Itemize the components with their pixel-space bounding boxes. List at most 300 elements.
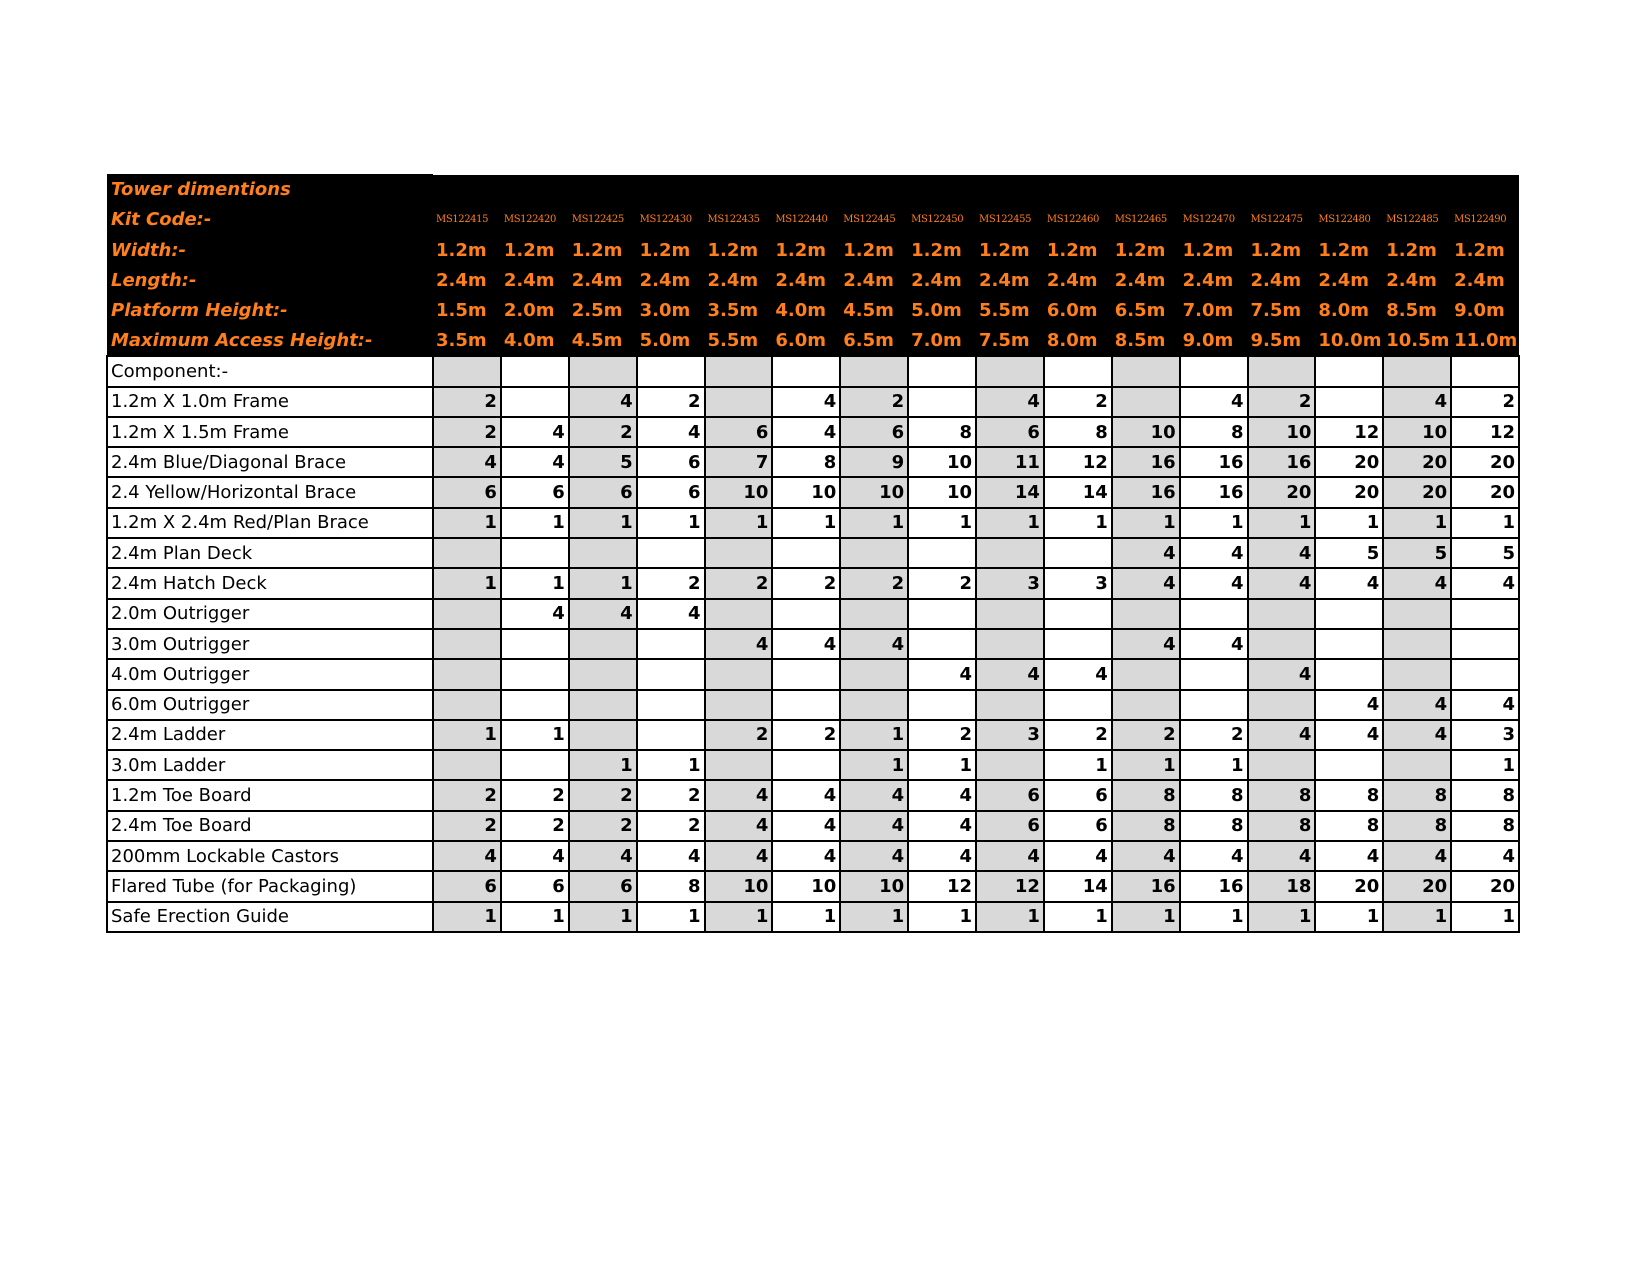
kit-code-value: MS122455 xyxy=(976,205,1044,235)
quantity-cell: 1 xyxy=(840,750,908,780)
quantity-cell xyxy=(976,599,1044,629)
quantity-cell: 4 xyxy=(1112,841,1180,871)
quantity-cell: 4 xyxy=(1383,841,1451,871)
table-row xyxy=(107,417,1519,447)
width-value: 1.2m xyxy=(1248,235,1316,265)
tower-dimensions-blank-cell xyxy=(840,175,908,205)
quantity-cell: 1 xyxy=(1383,508,1451,538)
kit-code-value: MS122425 xyxy=(569,205,637,235)
quantity-cell xyxy=(1383,750,1451,780)
quantity-cell: 1 xyxy=(1112,750,1180,780)
kit-code-value: MS122435 xyxy=(705,205,773,235)
table-row xyxy=(107,629,1519,659)
length-value: 2.4m xyxy=(1383,265,1451,295)
kit-code-value: MS122480 xyxy=(1315,205,1383,235)
max-access-height-value: 6.5m xyxy=(840,326,908,356)
quantity-cell: 4 xyxy=(501,599,569,629)
tower-dimensions-blank-cell xyxy=(569,175,637,205)
empty-cell xyxy=(1112,356,1180,386)
component-header-row xyxy=(107,356,1519,386)
table-row xyxy=(107,871,1519,901)
quantity-cell: 2 xyxy=(1112,720,1180,750)
tower-dimensions-blank-cell xyxy=(976,175,1044,205)
quantity-cell: 5 xyxy=(569,447,637,477)
quantity-cell: 2 xyxy=(637,811,705,841)
empty-cell xyxy=(840,356,908,386)
platform-height-value: 4.0m xyxy=(772,296,840,326)
quantity-cell: 4 xyxy=(1044,659,1112,689)
quantity-cell xyxy=(976,629,1044,659)
quantity-cell xyxy=(433,690,501,720)
quantity-cell: 4 xyxy=(569,599,637,629)
component-name: 2.4m Plan Deck xyxy=(107,538,433,568)
quantity-cell: 4 xyxy=(1180,841,1248,871)
quantity-cell: 12 xyxy=(1315,417,1383,447)
quantity-cell: 10 xyxy=(840,477,908,507)
quantity-cell: 20 xyxy=(1451,871,1519,901)
quantity-cell xyxy=(908,629,976,659)
quantity-cell: 8 xyxy=(1180,417,1248,447)
length-label: Length:- xyxy=(107,265,433,295)
quantity-cell: 2 xyxy=(1451,387,1519,417)
quantity-cell xyxy=(637,538,705,568)
quantity-cell xyxy=(1112,599,1180,629)
empty-cell xyxy=(1248,356,1316,386)
table-row xyxy=(107,811,1519,841)
quantity-cell: 14 xyxy=(1044,477,1112,507)
quantity-cell: 2 xyxy=(637,568,705,598)
max-access-height-value: 5.0m xyxy=(637,326,705,356)
tower-dimensions-blank-cell xyxy=(1248,175,1316,205)
quantity-cell: 6 xyxy=(501,871,569,901)
quantity-cell: 1 xyxy=(1180,750,1248,780)
width-value: 1.2m xyxy=(1180,235,1248,265)
quantity-cell: 1 xyxy=(1112,508,1180,538)
quantity-cell: 2 xyxy=(637,780,705,810)
table-row xyxy=(107,750,1519,780)
quantity-cell xyxy=(1044,690,1112,720)
quantity-cell: 4 xyxy=(1112,629,1180,659)
quantity-cell: 1 xyxy=(1180,902,1248,932)
quantity-cell: 6 xyxy=(1044,780,1112,810)
quantity-cell xyxy=(569,629,637,659)
quantity-cell: 4 xyxy=(705,841,773,871)
quantity-cell: 1 xyxy=(433,902,501,932)
quantity-cell: 1 xyxy=(1451,902,1519,932)
quantity-cell: 2 xyxy=(908,568,976,598)
kit-code-value: MS122465 xyxy=(1112,205,1180,235)
quantity-cell: 1 xyxy=(840,720,908,750)
max-access-height-value: 8.5m xyxy=(1112,326,1180,356)
quantity-cell: 6 xyxy=(569,477,637,507)
tower-dimensions-blank-cell xyxy=(1044,175,1112,205)
quantity-cell: 1 xyxy=(433,568,501,598)
kit-code-value: MS122445 xyxy=(840,205,908,235)
max-access-height-label: Maximum Access Height:- xyxy=(107,326,433,356)
quantity-cell: 10 xyxy=(1248,417,1316,447)
quantity-cell: 4 xyxy=(1248,841,1316,871)
quantity-cell: 6 xyxy=(433,477,501,507)
component-name: 6.0m Outrigger xyxy=(107,690,433,720)
quantity-cell: 4 xyxy=(976,659,1044,689)
width-value: 1.2m xyxy=(637,235,705,265)
quantity-cell xyxy=(1044,599,1112,629)
quantity-cell: 16 xyxy=(1248,447,1316,477)
quantity-cell: 6 xyxy=(840,417,908,447)
component-name: 2.4 Yellow/Horizontal Brace xyxy=(107,477,433,507)
empty-cell xyxy=(501,356,569,386)
length-value: 2.4m xyxy=(433,265,501,295)
quantity-cell xyxy=(501,659,569,689)
width-label: Width:- xyxy=(107,235,433,265)
quantity-cell: 4 xyxy=(1315,720,1383,750)
table-row xyxy=(107,599,1519,629)
quantity-cell: 2 xyxy=(433,811,501,841)
empty-cell xyxy=(637,356,705,386)
quantity-cell xyxy=(908,690,976,720)
quantity-cell: 1 xyxy=(1451,508,1519,538)
quantity-cell xyxy=(772,750,840,780)
quantity-cell: 4 xyxy=(1383,690,1451,720)
quantity-cell: 8 xyxy=(1451,780,1519,810)
quantity-cell: 2 xyxy=(1248,387,1316,417)
kit-code-label: Kit Code:- xyxy=(107,205,433,235)
quantity-cell: 5 xyxy=(1451,538,1519,568)
component-name: 4.0m Outrigger xyxy=(107,659,433,689)
quantity-cell: 1 xyxy=(705,508,773,538)
quantity-cell: 20 xyxy=(1383,447,1451,477)
platform-height-row xyxy=(107,296,1519,326)
platform-height-value: 5.0m xyxy=(908,296,976,326)
quantity-cell: 4 xyxy=(772,417,840,447)
quantity-cell xyxy=(705,659,773,689)
tower-dimensions-blank-cell xyxy=(772,175,840,205)
empty-cell xyxy=(772,356,840,386)
quantity-cell xyxy=(1315,659,1383,689)
quantity-cell: 6 xyxy=(976,780,1044,810)
quantity-cell: 8 xyxy=(1383,780,1451,810)
quantity-cell: 4 xyxy=(1383,720,1451,750)
quantity-cell: 2 xyxy=(772,568,840,598)
header-top-gap xyxy=(432,166,1518,174)
quantity-cell xyxy=(1180,690,1248,720)
quantity-cell xyxy=(1112,690,1180,720)
quantity-cell xyxy=(840,538,908,568)
quantity-cell: 4 xyxy=(976,387,1044,417)
quantity-cell: 4 xyxy=(1248,720,1316,750)
max-access-height-value: 8.0m xyxy=(1044,326,1112,356)
quantity-cell: 2 xyxy=(433,780,501,810)
length-value: 2.4m xyxy=(1112,265,1180,295)
quantity-cell xyxy=(569,538,637,568)
max-access-height-value: 11.0m xyxy=(1451,326,1519,356)
platform-height-value: 3.0m xyxy=(637,296,705,326)
quantity-cell: 6 xyxy=(637,447,705,477)
quantity-cell: 10 xyxy=(840,871,908,901)
table-row xyxy=(107,538,1519,568)
quantity-cell: 4 xyxy=(1180,538,1248,568)
length-value: 2.4m xyxy=(1248,265,1316,295)
quantity-cell: 2 xyxy=(840,568,908,598)
quantity-cell: 2 xyxy=(569,811,637,841)
length-value: 2.4m xyxy=(908,265,976,295)
quantity-cell: 4 xyxy=(772,629,840,659)
quantity-cell: 4 xyxy=(433,447,501,477)
kit-code-value: MS122440 xyxy=(772,205,840,235)
table-row xyxy=(107,387,1519,417)
quantity-cell: 4 xyxy=(908,659,976,689)
length-value: 2.4m xyxy=(569,265,637,295)
quantity-cell: 20 xyxy=(1383,477,1451,507)
kit-code-value: MS122485 xyxy=(1383,205,1451,235)
width-value: 1.2m xyxy=(433,235,501,265)
platform-height-value: 8.5m xyxy=(1383,296,1451,326)
length-value: 2.4m xyxy=(705,265,773,295)
quantity-cell: 4 xyxy=(1180,387,1248,417)
quantity-cell: 4 xyxy=(908,780,976,810)
table-row xyxy=(107,780,1519,810)
quantity-cell: 4 xyxy=(1248,538,1316,568)
quantity-cell xyxy=(1451,599,1519,629)
quantity-cell: 4 xyxy=(908,811,976,841)
quantity-cell: 1 xyxy=(705,902,773,932)
quantity-cell: 3 xyxy=(1451,720,1519,750)
quantity-cell xyxy=(772,538,840,568)
quantity-cell: 2 xyxy=(1044,720,1112,750)
max-access-height-value: 3.5m xyxy=(433,326,501,356)
quantity-cell: 10 xyxy=(1383,417,1451,447)
empty-cell xyxy=(908,356,976,386)
tower-dimensions-blank-cell xyxy=(1383,175,1451,205)
quantity-cell: 8 xyxy=(1315,780,1383,810)
quantity-cell: 7 xyxy=(705,447,773,477)
kit-code-value: MS122490 xyxy=(1451,205,1519,235)
quantity-cell: 4 xyxy=(772,387,840,417)
quantity-cell: 11 xyxy=(976,447,1044,477)
empty-cell xyxy=(1451,356,1519,386)
max-access-height-value: 5.5m xyxy=(705,326,773,356)
quantity-cell: 1 xyxy=(1248,508,1316,538)
platform-height-value: 6.0m xyxy=(1044,296,1112,326)
table-row xyxy=(107,720,1519,750)
length-value: 2.4m xyxy=(976,265,1044,295)
quantity-cell: 20 xyxy=(1315,447,1383,477)
platform-height-value: 1.5m xyxy=(433,296,501,326)
quantity-cell: 6 xyxy=(433,871,501,901)
quantity-cell: 4 xyxy=(840,811,908,841)
empty-cell xyxy=(1315,356,1383,386)
quantity-cell xyxy=(1248,690,1316,720)
quantity-cell: 16 xyxy=(1112,447,1180,477)
quantity-cell: 8 xyxy=(1044,417,1112,447)
quantity-cell: 20 xyxy=(1451,477,1519,507)
quantity-cell xyxy=(772,599,840,629)
quantity-cell xyxy=(501,387,569,417)
quantity-cell: 16 xyxy=(1180,447,1248,477)
quantity-cell: 1 xyxy=(637,508,705,538)
quantity-cell: 2 xyxy=(908,720,976,750)
quantity-cell: 8 xyxy=(1248,811,1316,841)
quantity-cell: 4 xyxy=(637,841,705,871)
quantity-cell: 4 xyxy=(433,841,501,871)
length-value: 2.4m xyxy=(772,265,840,295)
empty-cell xyxy=(569,356,637,386)
quantity-cell: 4 xyxy=(1383,568,1451,598)
max-access-height-row xyxy=(107,326,1519,356)
quantity-cell: 1 xyxy=(908,750,976,780)
width-value: 1.2m xyxy=(569,235,637,265)
component-label: Component:- xyxy=(107,356,433,386)
quantity-cell: 1 xyxy=(501,508,569,538)
quantity-cell: 4 xyxy=(705,780,773,810)
quantity-cell xyxy=(1451,659,1519,689)
quantity-cell: 1 xyxy=(569,568,637,598)
component-name: 2.4m Ladder xyxy=(107,720,433,750)
quantity-cell: 14 xyxy=(976,477,1044,507)
component-name: Flared Tube (for Packaging) xyxy=(107,871,433,901)
quantity-cell xyxy=(1451,629,1519,659)
table-body xyxy=(107,175,1519,932)
max-access-height-value: 9.5m xyxy=(1248,326,1316,356)
quantity-cell: 4 xyxy=(569,387,637,417)
table-row xyxy=(107,690,1519,720)
quantity-cell: 1 xyxy=(1044,750,1112,780)
quantity-cell xyxy=(976,538,1044,568)
quantity-cell xyxy=(569,690,637,720)
quantity-cell: 4 xyxy=(637,599,705,629)
quantity-cell: 10 xyxy=(705,477,773,507)
max-access-height-value: 6.0m xyxy=(772,326,840,356)
quantity-cell: 4 xyxy=(1248,659,1316,689)
quantity-cell: 4 xyxy=(1112,568,1180,598)
quantity-cell: 2 xyxy=(433,417,501,447)
quantity-cell: 1 xyxy=(569,750,637,780)
component-name: 1.2m X 1.0m Frame xyxy=(107,387,433,417)
quantity-cell: 4 xyxy=(1451,841,1519,871)
quantity-cell xyxy=(1315,750,1383,780)
width-value: 1.2m xyxy=(1383,235,1451,265)
quantity-cell xyxy=(1383,659,1451,689)
length-value: 2.4m xyxy=(637,265,705,295)
quantity-cell: 4 xyxy=(501,447,569,477)
component-name: Safe Erection Guide xyxy=(107,902,433,932)
length-value: 2.4m xyxy=(840,265,908,295)
width-value: 1.2m xyxy=(1044,235,1112,265)
quantity-cell xyxy=(840,690,908,720)
quantity-cell: 4 xyxy=(1112,538,1180,568)
component-table xyxy=(106,174,1520,933)
quantity-cell: 12 xyxy=(908,871,976,901)
quantity-cell: 8 xyxy=(1315,811,1383,841)
quantity-cell xyxy=(1248,599,1316,629)
length-value: 2.4m xyxy=(1044,265,1112,295)
kit-code-value: MS122450 xyxy=(908,205,976,235)
quantity-cell: 18 xyxy=(1248,871,1316,901)
quantity-cell: 5 xyxy=(1315,538,1383,568)
quantity-cell: 4 xyxy=(501,417,569,447)
width-value: 1.2m xyxy=(1112,235,1180,265)
quantity-cell: 16 xyxy=(1180,871,1248,901)
length-value: 2.4m xyxy=(1315,265,1383,295)
quantity-cell: 2 xyxy=(840,387,908,417)
table-row xyxy=(107,477,1519,507)
quantity-cell xyxy=(1112,659,1180,689)
quantity-cell: 2 xyxy=(772,720,840,750)
quantity-cell xyxy=(1383,629,1451,659)
quantity-cell: 2 xyxy=(501,811,569,841)
quantity-cell: 8 xyxy=(908,417,976,447)
quantity-cell: 4 xyxy=(772,811,840,841)
quantity-cell: 1 xyxy=(1044,902,1112,932)
max-access-height-value: 4.5m xyxy=(569,326,637,356)
length-row xyxy=(107,265,1519,295)
quantity-cell: 1 xyxy=(1112,902,1180,932)
length-value: 2.4m xyxy=(1180,265,1248,295)
quantity-cell: 4 xyxy=(501,841,569,871)
quantity-cell: 3 xyxy=(976,568,1044,598)
quantity-cell xyxy=(433,599,501,629)
max-access-height-value: 10.0m xyxy=(1315,326,1383,356)
quantity-cell xyxy=(705,750,773,780)
quantity-cell: 1 xyxy=(501,902,569,932)
quantity-cell: 1 xyxy=(772,508,840,538)
quantity-cell: 10 xyxy=(705,871,773,901)
quantity-cell: 2 xyxy=(433,387,501,417)
quantity-cell: 1 xyxy=(1383,902,1451,932)
quantity-cell xyxy=(637,720,705,750)
quantity-cell: 6 xyxy=(501,477,569,507)
max-access-height-value: 7.5m xyxy=(976,326,1044,356)
max-access-height-value: 9.0m xyxy=(1180,326,1248,356)
quantity-cell: 8 xyxy=(1383,811,1451,841)
quantity-cell: 6 xyxy=(569,871,637,901)
quantity-cell xyxy=(637,629,705,659)
quantity-cell xyxy=(433,629,501,659)
quantity-cell: 6 xyxy=(976,811,1044,841)
quantity-cell: 10 xyxy=(772,871,840,901)
quantity-cell: 4 xyxy=(908,841,976,871)
quantity-cell: 4 xyxy=(772,841,840,871)
component-name: 1.2m Toe Board xyxy=(107,780,433,810)
quantity-cell xyxy=(705,599,773,629)
empty-cell xyxy=(1044,356,1112,386)
quantity-cell xyxy=(1248,750,1316,780)
quantity-cell: 4 xyxy=(772,780,840,810)
quantity-cell: 10 xyxy=(1112,417,1180,447)
quantity-cell: 4 xyxy=(569,841,637,871)
width-value: 1.2m xyxy=(908,235,976,265)
quantity-cell: 2 xyxy=(1044,387,1112,417)
quantity-cell: 4 xyxy=(840,780,908,810)
component-name: 3.0m Ladder xyxy=(107,750,433,780)
quantity-cell: 4 xyxy=(705,629,773,659)
platform-height-value: 7.0m xyxy=(1180,296,1248,326)
length-value: 2.4m xyxy=(501,265,569,295)
quantity-cell: 6 xyxy=(976,417,1044,447)
kit-code-value: MS122460 xyxy=(1044,205,1112,235)
quantity-cell: 8 xyxy=(772,447,840,477)
quantity-cell: 1 xyxy=(569,902,637,932)
quantity-cell: 1 xyxy=(637,902,705,932)
quantity-cell: 2 xyxy=(569,417,637,447)
quantity-cell: 16 xyxy=(1180,477,1248,507)
quantity-cell: 1 xyxy=(637,750,705,780)
quantity-cell xyxy=(1315,599,1383,629)
quantity-cell xyxy=(1248,629,1316,659)
quantity-cell: 1 xyxy=(908,508,976,538)
tower-component-sheet xyxy=(106,174,1518,933)
table-row xyxy=(107,902,1519,932)
